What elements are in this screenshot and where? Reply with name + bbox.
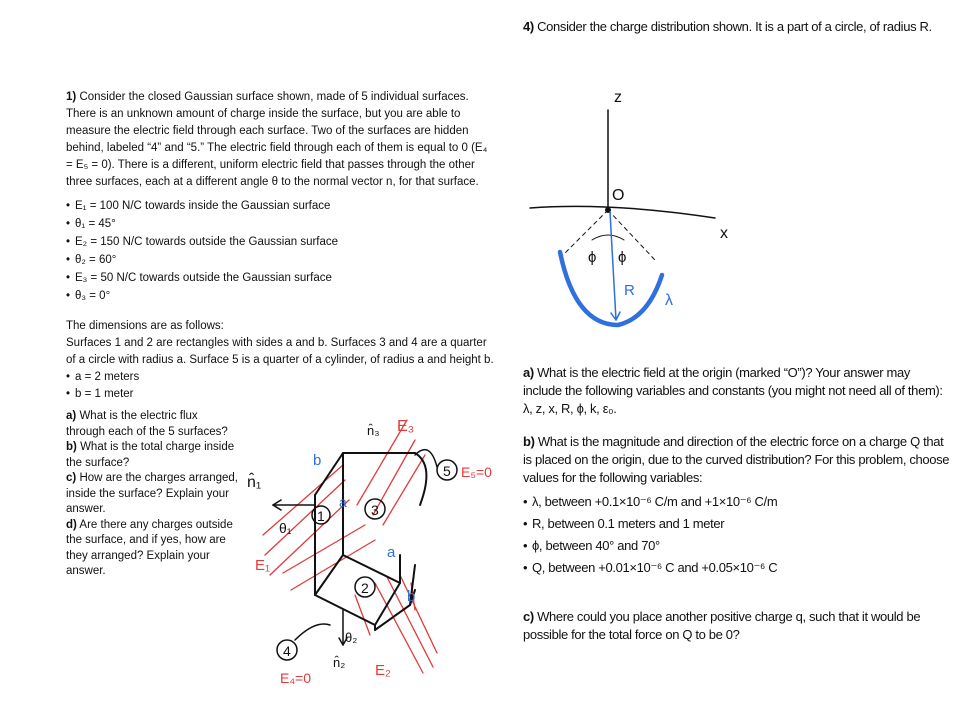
- surface-1-number: 1: [317, 508, 325, 524]
- lambda-label: λ: [665, 292, 673, 309]
- question-text: What is the electric field at the origin (marked “O”)? Your answer may include the following variables and constants (you might not need all of them): λ, z, x, R, ϕ, k, ε₀.: [523, 365, 943, 416]
- problem-4-question-b: [523, 433, 955, 579]
- problem-4-intro: [523, 18, 943, 36]
- E3-label: E₃: [397, 418, 415, 435]
- E1-label: E₁: [255, 557, 271, 574]
- theta2-label: θ₂: [345, 630, 358, 645]
- origin-label: O: [612, 187, 625, 204]
- problem-4-intro-text: Consider the charge distribution shown. It is a part of a circle, of radius R.: [537, 19, 932, 34]
- question-label: a): [523, 365, 534, 380]
- problem-1-intro: [66, 89, 494, 191]
- range-item: • Q, between +0.01×10⁻⁶ C and +0.05×10⁻⁶ C: [523, 557, 955, 579]
- problem-1-dimensions: [66, 318, 494, 403]
- dimension-item: • b = 1 meter: [66, 386, 494, 403]
- given-item: • E₂ = 150 N/C towards outside the Gaussian surface: [66, 233, 366, 251]
- problem-1-intro-text: Consider the closed Gaussian surface shown, made of 5 individual surfaces. There is an unknown amount of charge inside the surface, but you are able to measure the electric field through each surface. Two of the surfaces are hidden behind, labeled “4” and “5.” The electric field through each of them is equal to 0 (E₄ = E₅ = 0). There is a different, uniform electric field that passes through the other three surfaces, each at a different angle θ to the normal vector n, for that surface.: [66, 91, 488, 188]
- side-a-mid: a: [387, 544, 396, 561]
- given-item: • E₃ = 50 N/C towards outside the Gaussian surface: [66, 269, 366, 287]
- n3-label: n̂₃: [367, 423, 380, 438]
- surface-4-number: 4: [283, 643, 291, 659]
- question-d: [66, 518, 238, 580]
- range-item: • λ, between +0.1×10⁻⁶ C/m and +1×10⁻⁶ C/m: [523, 491, 955, 513]
- n2-label: n̂₂: [333, 655, 346, 670]
- angle-arc: [592, 235, 624, 240]
- question-label: c): [66, 472, 77, 484]
- E2-label: E₂: [375, 662, 391, 679]
- E4-label: E₄=0: [280, 670, 312, 686]
- question-text: How are the charges arranged, inside the surface? Explain your answer.: [66, 472, 238, 515]
- phi-right-label: ϕ: [618, 249, 627, 266]
- dimensions-title: The dimensions are as follows:: [66, 320, 224, 332]
- question-c: [66, 471, 238, 518]
- question-text: What is the total charge inside the surface?: [66, 441, 235, 469]
- question-text: Where could you place another positive charge q, such that it would be possible for the total force on Q to be 0?: [523, 609, 921, 642]
- problem-4-number: 4): [523, 19, 534, 34]
- x-axis-label: x: [720, 225, 728, 242]
- question-label: b): [66, 441, 77, 453]
- variable-ranges: [523, 491, 955, 579]
- problem-4-question-a: [523, 364, 948, 418]
- problem-4-question-c: [523, 608, 948, 644]
- phi-left-label: ϕ: [588, 249, 597, 266]
- E5-label: E₅=0: [461, 464, 492, 480]
- question-label: d): [66, 518, 77, 531]
- charge-distribution-sketch: [520, 80, 770, 340]
- question-label: c): [523, 609, 534, 624]
- given-item: • θ₂ = 60°: [66, 251, 366, 269]
- side-b-right: b: [407, 588, 416, 605]
- given-item: • θ₁ = 45°: [66, 215, 366, 233]
- given-item: • θ₃ = 0°: [66, 287, 366, 305]
- question-label: b): [523, 434, 535, 449]
- question-a: [66, 409, 238, 440]
- question-b: [66, 440, 238, 471]
- range-item: • R, between 0.1 meters and 1 meter: [523, 513, 955, 535]
- surface-4-pointer: [295, 624, 330, 640]
- radius-arrow: [610, 212, 620, 320]
- theta1-label: θ₁: [279, 520, 292, 536]
- given-item: • E₁ = 100 N/C towards inside the Gaussian surface: [66, 197, 366, 215]
- radius-label: R: [624, 282, 635, 299]
- dimensions-values: [66, 369, 494, 403]
- problem-1-questions: [66, 409, 238, 580]
- question-label: a): [66, 410, 77, 422]
- question-text: What is the electric flux through each of the 5 surfaces?: [66, 410, 228, 438]
- problem-1-givens: [66, 197, 366, 305]
- dimensions-text: Surfaces 1 and 2 are rectangles with sides a and b. Surfaces 3 and 4 are a quarter of a circle with radius a. Surface 5 is a quarter of a cylinder, of radius a and height b.: [66, 337, 494, 366]
- surface-3-number: 3: [371, 502, 379, 518]
- z-axis-label: z: [614, 89, 622, 106]
- problem-1-number: 1): [66, 91, 77, 103]
- dimension-item: • a = 2 meters: [66, 369, 494, 386]
- question-text: What is the magnitude and direction of the electric force on a charge Q that is placed on the origin, due to the curved distribution? For this problem, choose values for the following variables:: [523, 434, 950, 485]
- side-b-top: b: [313, 452, 322, 469]
- range-item: • ϕ, between 40° and 70°: [523, 535, 955, 557]
- surface-2-number: 2: [361, 580, 369, 596]
- n1-label: n̂₁: [247, 474, 262, 491]
- question-text: Are there any charges outside the surface, and if yes, how are they arranged? Explain your answer.: [66, 518, 233, 577]
- gaussian-surface-sketch: [225, 405, 515, 705]
- surface-5-pointer: [415, 450, 437, 467]
- side-a-left: a: [339, 494, 347, 510]
- surface-5-number: 5: [443, 463, 451, 479]
